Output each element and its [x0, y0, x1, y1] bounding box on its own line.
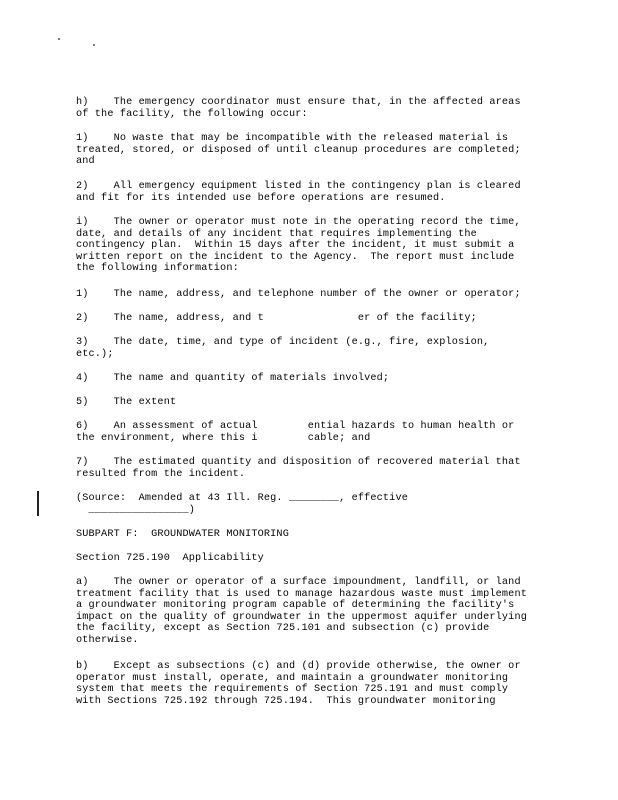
paragraph-b: b) Except as subsections (c) and (d) provide otherwise, the owner or operator must install, operate, and maintain a groundwater monitoring system that meets the requirements of Section 725.191 and must comply with Sections 725.192 through 725.194. This groundwater monitoring	[76, 661, 521, 707]
paragraph-i-5: 5) The extent	[76, 397, 177, 408]
subpart-heading: SUBPART F: GROUNDWATER MONITORING	[76, 529, 289, 540]
paragraph-i: i) The owner or operator must note in the operating record the time, date, and details of any incident that requires implementing the contingency plan. Within 15 days after the incident, it must submit a written report on the incident to the Agency. The report must include the following information:	[76, 217, 521, 275]
margin-change-bar	[37, 491, 39, 516]
paragraph-i-6: 6) An assessment of actual ential hazards to human health or the environment, where this i cable; and	[76, 421, 515, 444]
paragraph-i-7: 7) The estimated quantity and disposition of recovered material that resulted from the incident.	[76, 457, 521, 480]
paragraph-i-3: 3) The date, time, and type of incident (e.g., fire, explosion, etc.);	[76, 337, 490, 360]
paragraph-h-2: 2) All emergency equipment listed in the contingency plan is cleared and fit for its intended use before operations are resumed.	[76, 181, 521, 204]
paragraph-h-1: 1) No waste that may be incompatible with the released material is treated, stored, or disposed of until cleanup procedures are completed; and	[76, 133, 521, 168]
scan-speck	[93, 44, 95, 46]
paragraph-h: h) The emergency coordinator must ensure that, in the affected areas of the facility, the following occur:	[76, 97, 521, 120]
paragraph-i-4: 4) The name and quantity of materials involved;	[76, 373, 390, 384]
scan-speck	[58, 38, 60, 40]
paragraph-i-1: 1) The name, address, and telephone number of the owner or operator;	[76, 289, 521, 300]
section-heading: Section 725.190 Applicability	[76, 553, 264, 564]
paragraph-a: a) The owner or operator of a surface impoundment, landfill, or land treatment facility that is used to manage hazardous waste must implement a groundwater monitoring program capable of determining the facility's impact on the quality of groundwater in the uppermost aquifer underlying the facility, except as Section 725.101 and subsection (c) provide otherwise.	[76, 577, 527, 646]
source-note: (Source: Amended at 43 Ill. Reg. ________, effective ________________)	[76, 493, 408, 516]
paragraph-i-2: 2) The name, address, and t er of the facility;	[76, 313, 477, 324]
